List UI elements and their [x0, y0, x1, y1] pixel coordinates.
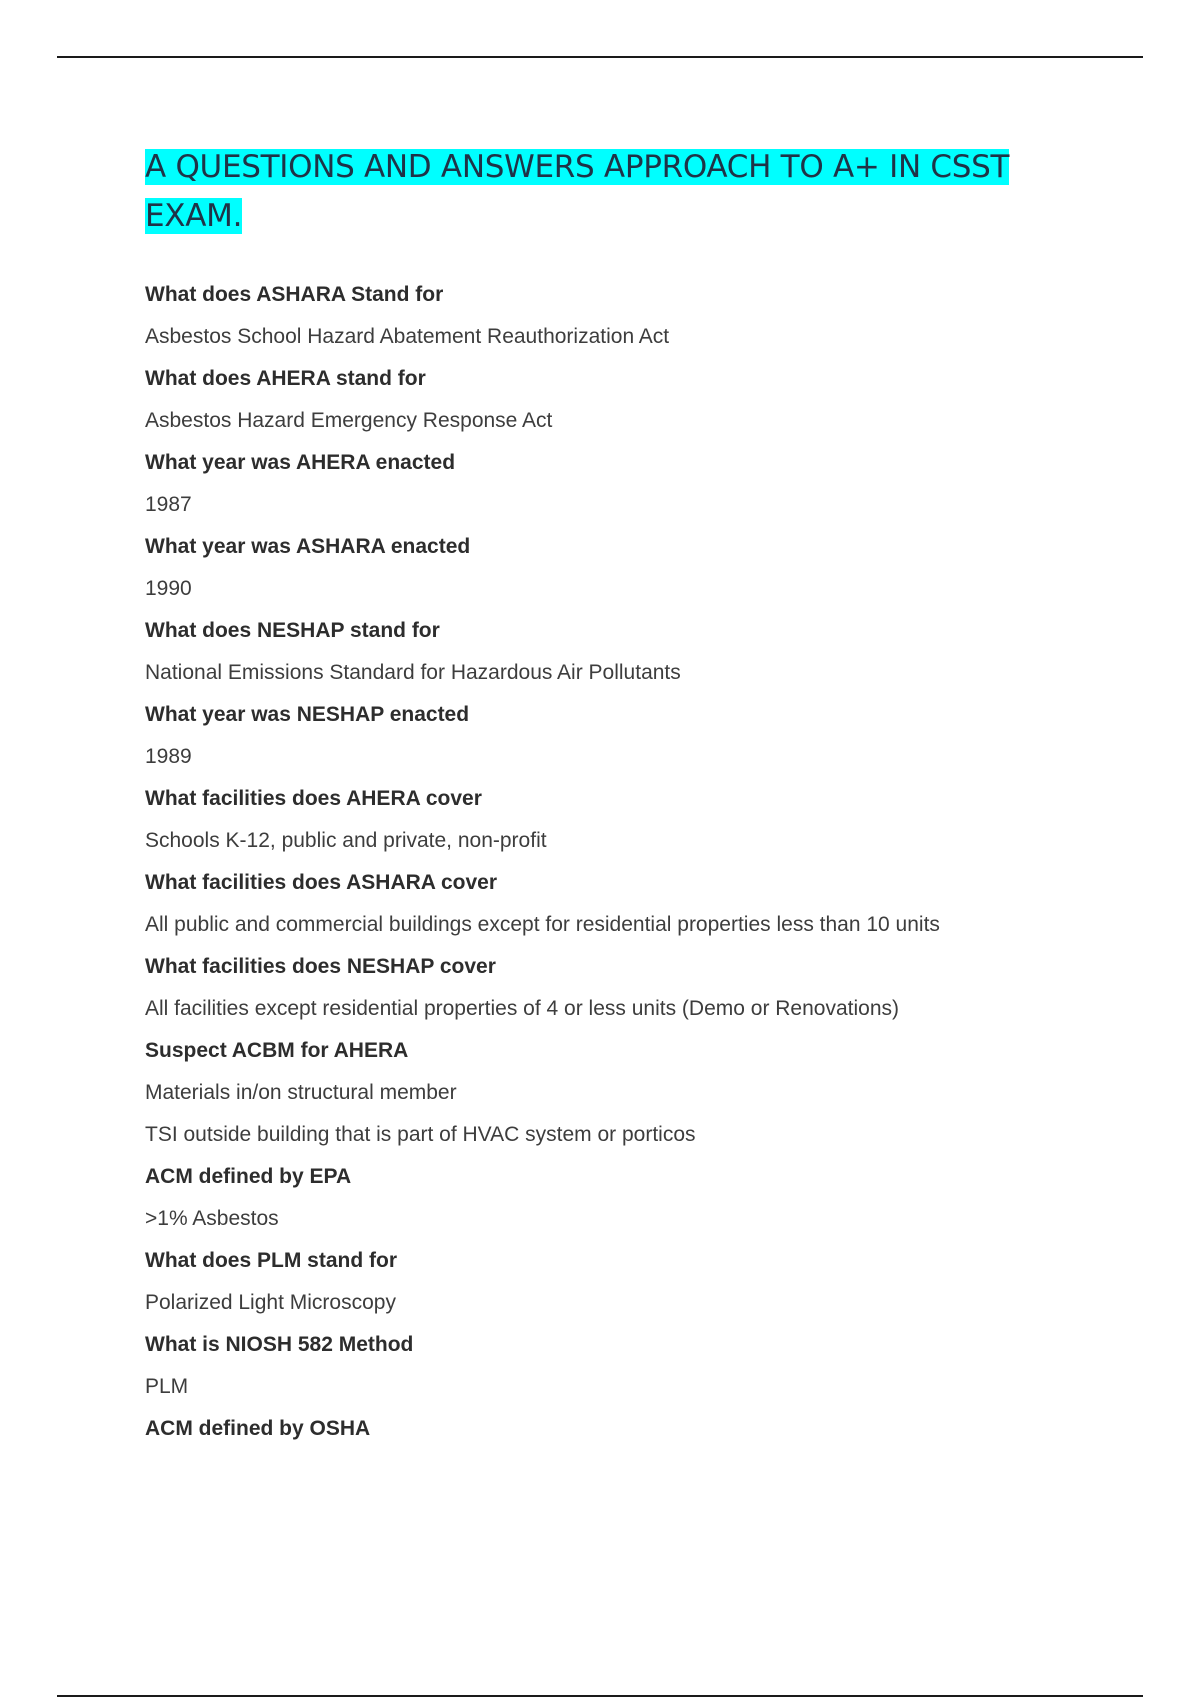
question: ACM defined by EPA	[145, 1165, 352, 1188]
question: What facilities does AHERA cover	[145, 787, 482, 810]
answer: National Emissions Standard for Hazardous Air Pollutants	[145, 661, 681, 684]
document-title	[145, 143, 1065, 241]
answer: Schools K-12, public and private, non-profit	[145, 829, 547, 852]
question: What does NESHAP stand for	[145, 619, 440, 642]
answer: Asbestos Hazard Emergency Response Act	[145, 409, 553, 432]
answer: PLM	[145, 1375, 189, 1398]
answer: Materials in/on structural member	[145, 1081, 457, 1104]
question: Suspect ACBM for AHERA	[145, 1039, 409, 1062]
question: What is NIOSH 582 Method	[145, 1333, 414, 1356]
bottom-rule	[57, 1695, 1143, 1697]
answer: Asbestos School Hazard Abatement Reauthorization Act	[145, 325, 670, 348]
question: What facilities does ASHARA cover	[145, 871, 498, 894]
question: What year was NESHAP enacted	[145, 703, 470, 726]
question: What does AHERA stand for	[145, 367, 426, 390]
question: What year was AHERA enacted	[145, 451, 456, 474]
answer: All facilities except residential properties of 4 or less units (Demo or Renovations)	[145, 997, 900, 1020]
question: What does ASHARA Stand for	[145, 283, 444, 306]
answer: TSI outside building that is part of HVAC system or porticos	[145, 1123, 696, 1146]
answer: 1990	[145, 577, 192, 600]
question: What facilities does NESHAP cover	[145, 955, 496, 978]
qa-list	[145, 281, 1065, 1443]
document-body	[145, 143, 1065, 1457]
answer: >1% Asbestos	[145, 1207, 279, 1230]
answer: 1989	[145, 745, 192, 768]
question: What does PLM stand for	[145, 1249, 397, 1272]
title-highlight: A QUESTIONS AND ANSWERS APPROACH TO A+ IN CSST EXAM.	[145, 149, 1010, 234]
question: ACM defined by OSHA	[145, 1417, 371, 1440]
answer: All public and commercial buildings except for residential properties less than 10 units	[145, 913, 940, 936]
answer: Polarized Light Microscopy	[145, 1291, 396, 1314]
question: What year was ASHARA enacted	[145, 535, 471, 558]
answer: 1987	[145, 493, 192, 516]
top-rule	[57, 56, 1143, 58]
